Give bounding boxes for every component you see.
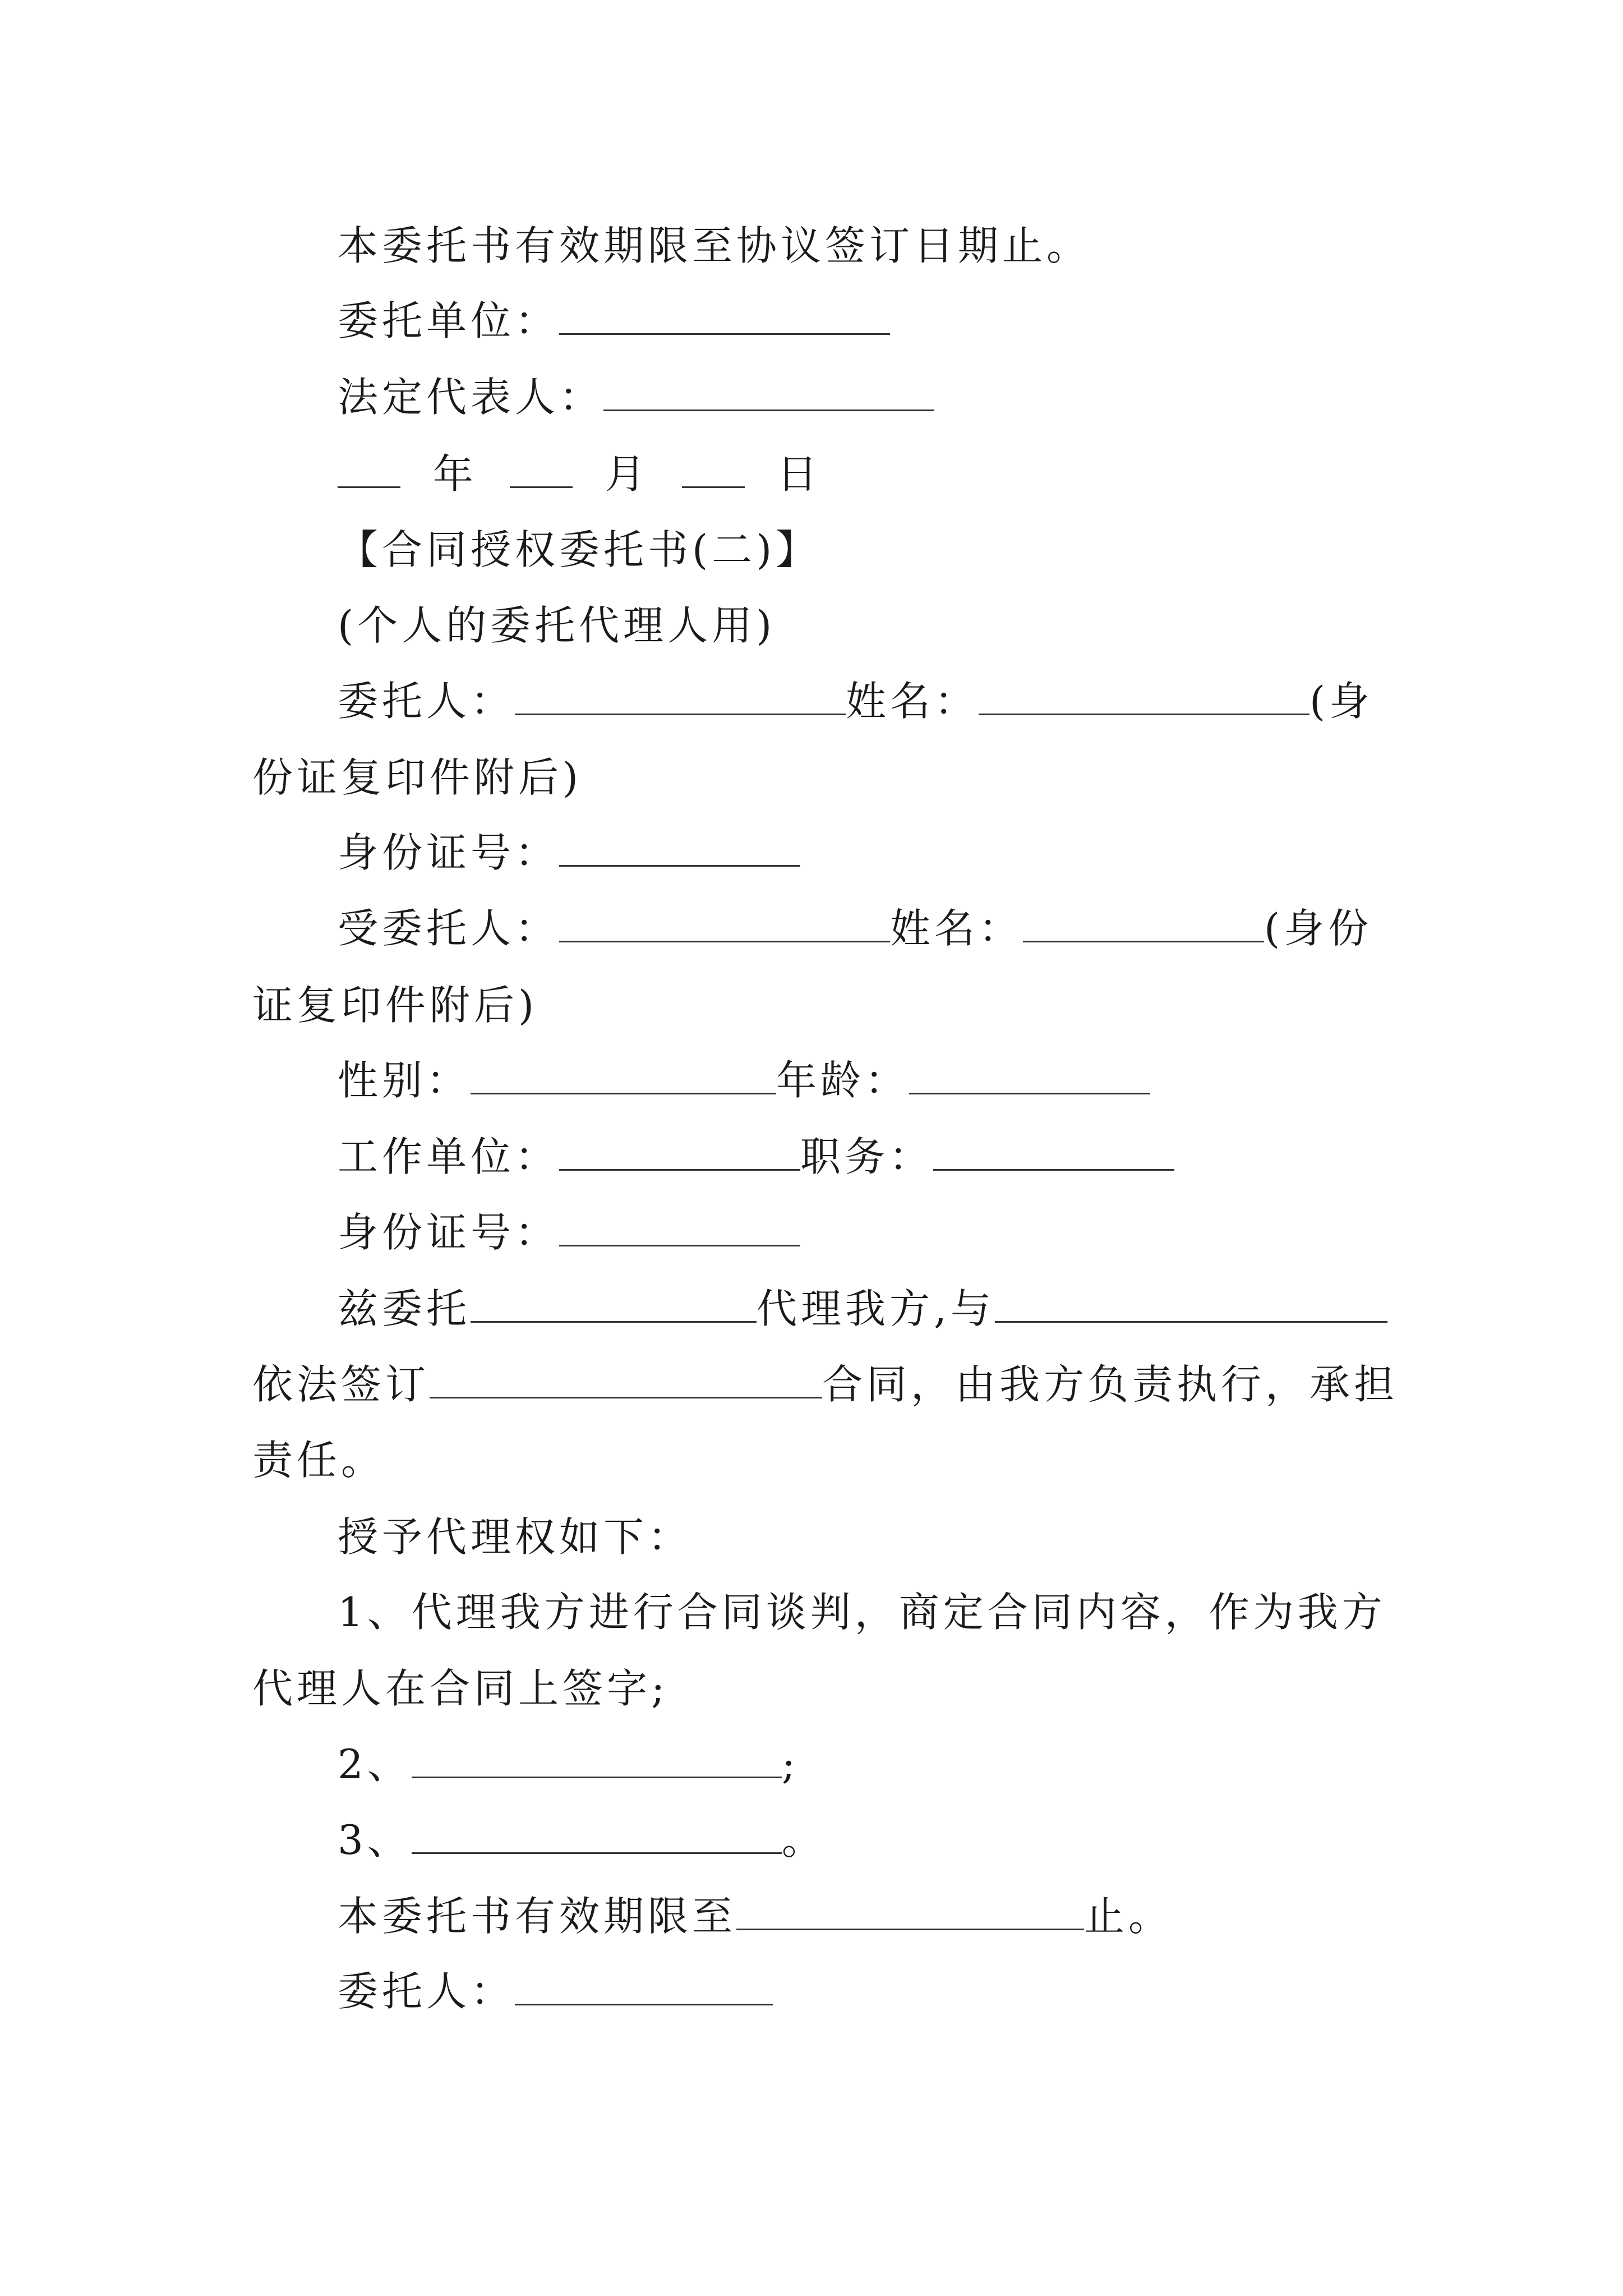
principal-id-note-line	[252, 749, 1374, 806]
legal-rep-label: 法定代表人：	[338, 374, 604, 421]
section-title-text: 【合同授权委托书(二)】	[338, 526, 820, 573]
month-label: 月	[605, 450, 649, 498]
power-item-2	[338, 1736, 1374, 1792]
year-label: 年	[432, 450, 477, 498]
validity-text: 本委托书有效期限至协议签订日期止。	[338, 222, 1091, 269]
month-blank[interactable]	[510, 450, 573, 488]
validity-until-line	[338, 1888, 1374, 1944]
day-label: 日	[777, 450, 822, 498]
principal-line	[338, 673, 1374, 729]
power-item-2-number: 2、	[338, 1741, 412, 1788]
power-item-1	[338, 1584, 1386, 1640]
signatory-label: 委托人：	[338, 1968, 515, 2015]
agent-label: 受委托人：	[338, 905, 560, 952]
gender-blank[interactable]	[471, 1057, 776, 1094]
power-item-1-cont	[252, 1660, 1374, 1717]
authorization-text-b: 代理我方,与	[757, 1285, 995, 1332]
age-label: 年龄：	[776, 1057, 910, 1104]
agent-id-note-line	[252, 977, 1374, 1033]
principal-id-note-start: (身	[1310, 678, 1374, 725]
day-blank[interactable]	[682, 450, 745, 488]
signatory-line	[338, 1963, 1374, 2019]
entrusting-unit-line	[338, 293, 1374, 349]
position-blank[interactable]	[933, 1133, 1174, 1171]
contract-name-blank[interactable]	[430, 1361, 822, 1398]
section-subtitle-text: (个人的委托代理人用)	[338, 602, 776, 649]
year-blank[interactable]	[338, 450, 400, 488]
power-item-2-end: ;	[781, 1741, 800, 1788]
principal-label: 委托人：	[338, 678, 515, 725]
validity-statement	[338, 218, 1374, 274]
principal-id-label: 身份证号：	[338, 829, 560, 876]
section-subtitle	[338, 597, 1374, 654]
power-item-3-end: 。	[781, 1816, 826, 1864]
legal-rep-line	[338, 369, 1374, 425]
authorization-line	[338, 1281, 1374, 1337]
contract-line	[252, 1356, 1399, 1412]
validity-until-text-b: 止。	[1084, 1893, 1173, 1940]
powers-heading-text: 授予代理权如下：	[338, 1513, 693, 1561]
agent-blank[interactable]	[559, 905, 890, 942]
principal-blank[interactable]	[515, 678, 846, 715]
agent-appoint-blank[interactable]	[471, 1285, 757, 1323]
agent-id-line	[338, 1204, 1374, 1260]
power-item-1-text-cont: 代理人在合同上签字;	[252, 1665, 669, 1712]
validity-until-text-a: 本委托书有效期限至	[338, 1893, 737, 1940]
principal-id-blank[interactable]	[559, 829, 800, 867]
agent-line	[338, 900, 1374, 956]
agent-id-note-start: (身份	[1264, 905, 1373, 952]
gender-label: 性别：	[338, 1057, 471, 1104]
contract-text-b: 合同，由我方负责执行，承担	[822, 1361, 1399, 1408]
agent-id-label: 身份证号：	[338, 1209, 560, 1256]
powers-heading	[338, 1509, 1374, 1565]
power-item-3	[338, 1812, 1374, 1868]
principal-name-blank[interactable]	[979, 678, 1310, 715]
power-item-3-blank[interactable]	[412, 1816, 782, 1854]
principal-id-note-end: 份证复印件附后)	[252, 754, 583, 801]
agent-id-blank[interactable]	[559, 1209, 800, 1246]
workplace-blank[interactable]	[559, 1133, 800, 1171]
counterparty-blank[interactable]	[995, 1285, 1387, 1323]
signatory-blank[interactable]	[515, 1968, 773, 2005]
principal-name-label: 姓名：	[846, 678, 979, 725]
power-item-3-number: 3、	[338, 1816, 412, 1864]
workplace-label: 工作单位：	[338, 1133, 560, 1180]
section-title	[338, 522, 1374, 578]
gender-age-line	[338, 1052, 1374, 1108]
contract-text-a: 依法签订	[252, 1361, 430, 1408]
agent-name-label: 姓名：	[890, 905, 1023, 952]
entrusting-unit-label: 委托单位：	[338, 297, 560, 344]
legal-rep-blank[interactable]	[603, 374, 934, 411]
date-line	[338, 446, 1374, 502]
validity-until-blank[interactable]	[736, 1893, 1084, 1930]
authorization-text-a: 兹委托	[338, 1285, 471, 1332]
agent-name-blank[interactable]	[1023, 905, 1264, 942]
age-blank[interactable]	[909, 1057, 1150, 1094]
principal-id-line	[338, 825, 1374, 881]
entrusting-unit-blank[interactable]	[559, 297, 890, 335]
workplace-position-line	[338, 1129, 1374, 1185]
position-label: 职务：	[800, 1133, 934, 1180]
power-item-1-text: 1、代理我方进行合同谈判，商定合同内容，作为我方	[338, 1589, 1386, 1636]
responsibility-line	[252, 1432, 1374, 1488]
agent-id-note-end: 证复印件附后)	[252, 982, 538, 1029]
power-item-2-blank[interactable]	[412, 1741, 782, 1778]
responsibility-text: 责任。	[252, 1437, 386, 1484]
